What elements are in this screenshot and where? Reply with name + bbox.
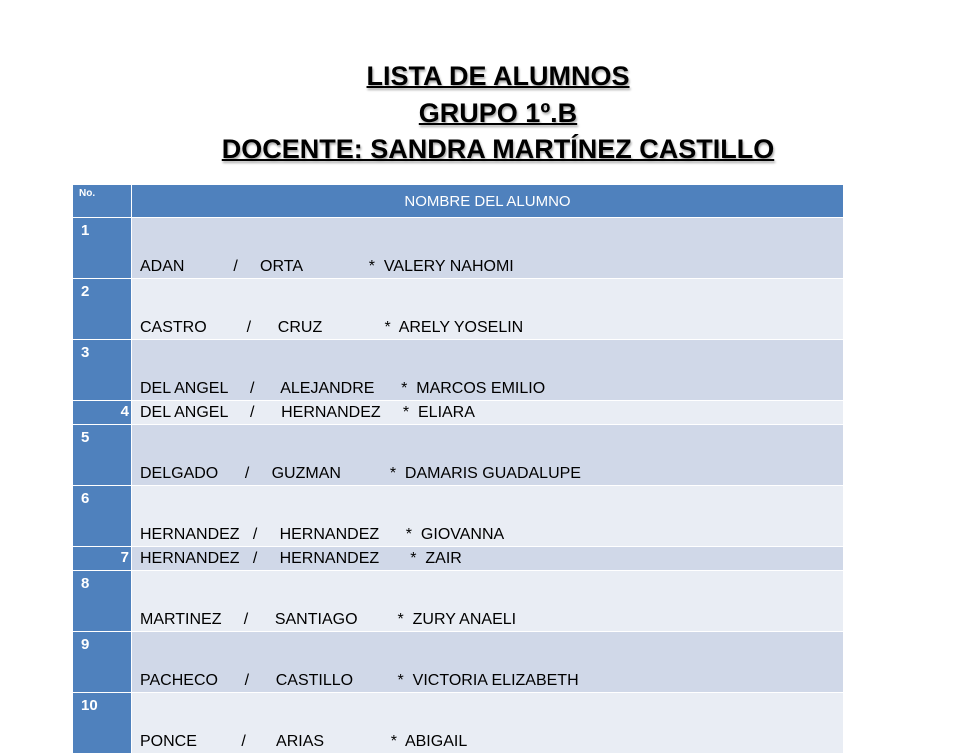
column-header-name: NOMBRE DEL ALUMNO	[132, 185, 844, 218]
student-name: MARTINEZ / SANTIAGO * ZURY ANAELI	[132, 571, 844, 632]
row-number: 6	[73, 486, 132, 547]
title-group: GRUPO 1º.B	[418, 98, 578, 128]
column-header-number: No.	[73, 185, 132, 218]
student-name: PACHECO / CASTILLO * VICTORIA ELIZABETH	[132, 632, 844, 693]
table-row	[73, 547, 844, 571]
row-number: 3	[73, 340, 132, 401]
student-name: HERNANDEZ / HERNANDEZ * GIOVANNA	[132, 486, 844, 547]
student-name: DEL ANGEL / HERNANDEZ * ELIARA	[132, 401, 844, 425]
table-row	[73, 425, 844, 486]
row-number: 2	[73, 279, 132, 340]
table-row	[73, 632, 844, 693]
student-name: DEL ANGEL / ALEJANDRE * MARCOS EMILIO	[132, 340, 844, 401]
student-name: ADAN / ORTA * VALERY NAHOMI	[132, 218, 844, 279]
student-name: HERNANDEZ / HERNANDEZ * ZAIR	[132, 547, 844, 571]
title-list: LISTA DE ALUMNOS	[366, 61, 630, 91]
row-number: 8	[73, 571, 132, 632]
row-number: 1	[73, 218, 132, 279]
row-number: 7	[73, 547, 132, 571]
table-row	[73, 218, 844, 279]
row-number: 9	[73, 632, 132, 693]
table-header-row	[73, 185, 844, 218]
table-row	[73, 486, 844, 547]
student-name: CASTRO / CRUZ * ARELY YOSELIN	[132, 279, 844, 340]
row-number: 10	[73, 693, 132, 754]
table-row	[73, 693, 844, 754]
row-number: 4	[73, 401, 132, 425]
table-row	[73, 340, 844, 401]
title-teacher: DOCENTE: SANDRA MARTÍNEZ CASTILLO	[221, 134, 775, 164]
student-name: PONCE / ARIAS * ABIGAIL	[132, 693, 844, 754]
student-table	[72, 184, 844, 754]
table-row	[73, 571, 844, 632]
table-row	[73, 401, 844, 425]
student-name: DELGADO / GUZMAN * DAMARIS GUADALUPE	[132, 425, 844, 486]
table-row	[73, 279, 844, 340]
row-number: 5	[73, 425, 132, 486]
